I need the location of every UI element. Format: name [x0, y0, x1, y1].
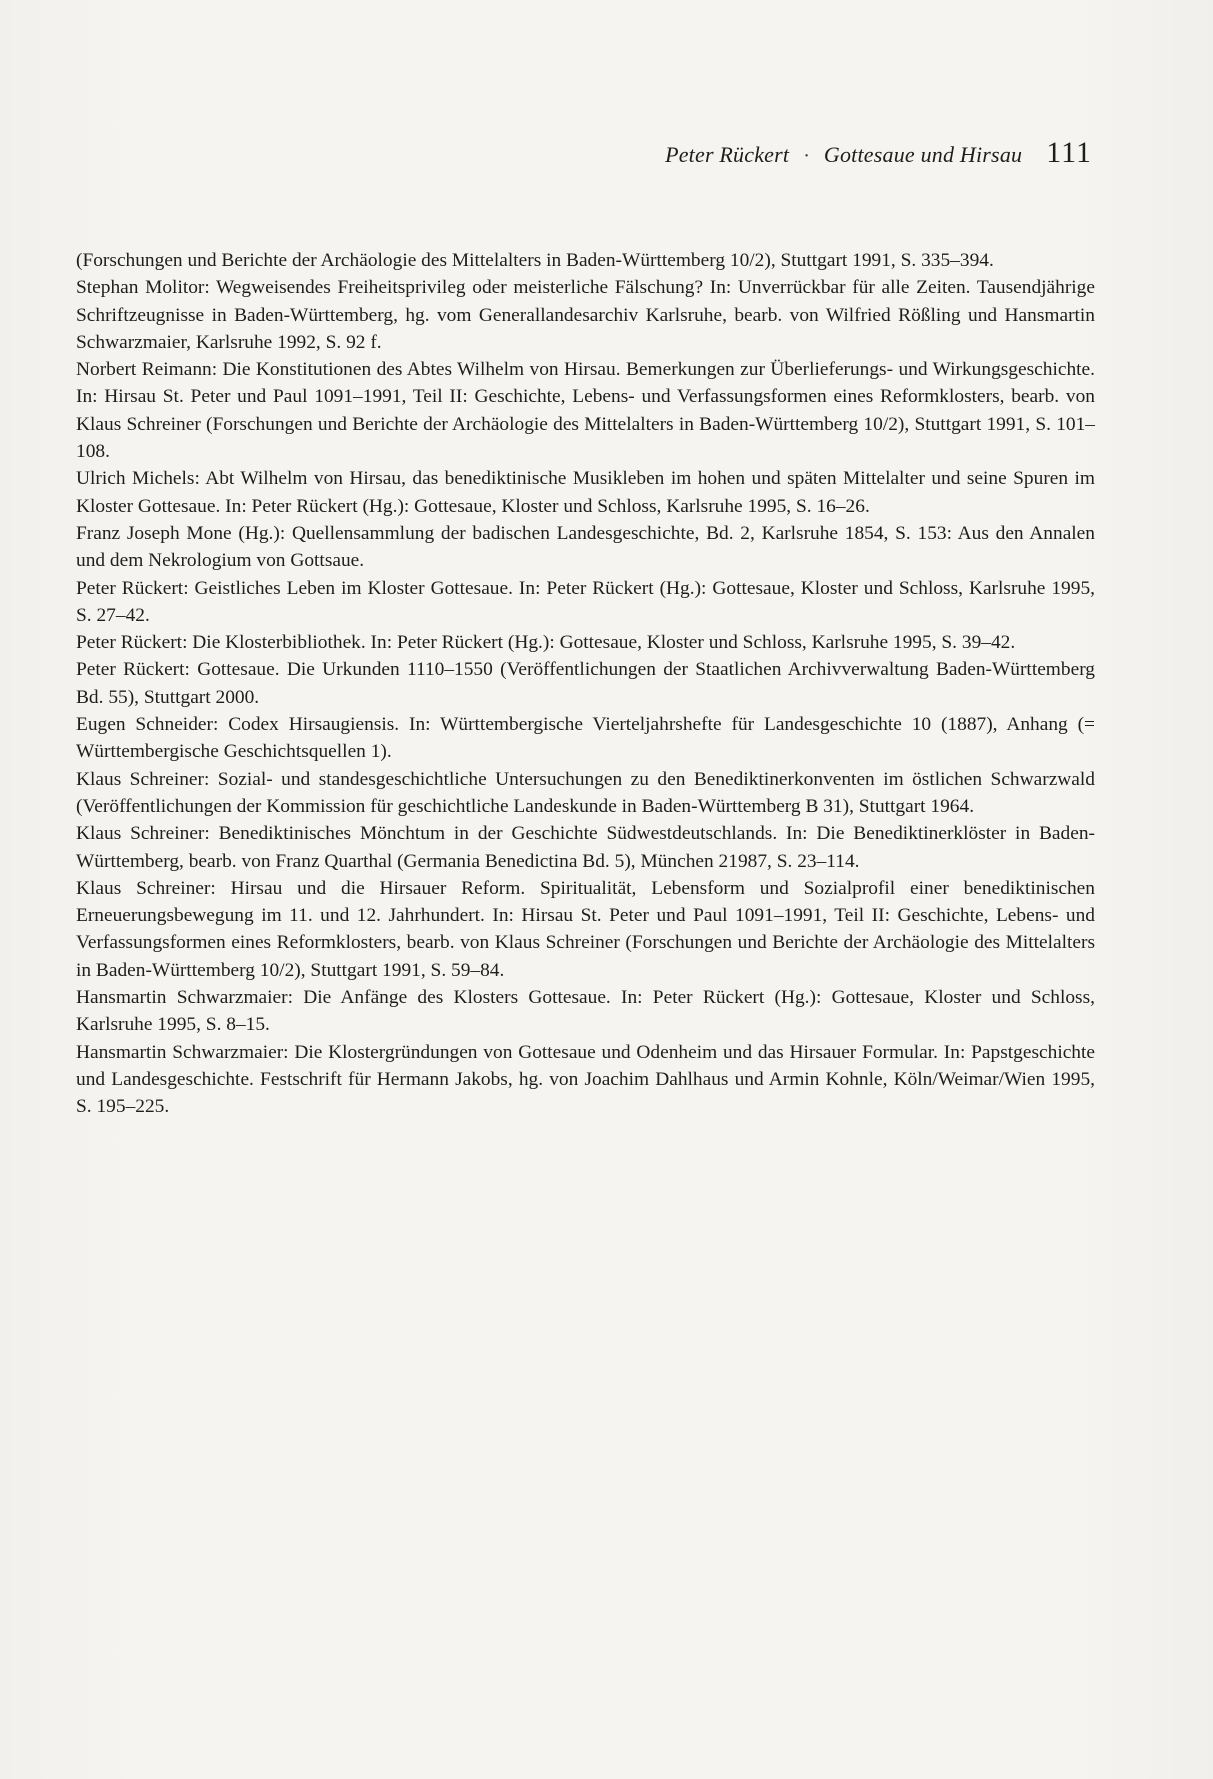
bibliography-entry: Norbert Reimann: Die Konstitutionen des Abtes Wilhelm von Hirsau. Bemerkungen zur Überlieferungs- und Wirkungsgeschichte. In: Hirsau St. Peter und Paul 1091–1991, Teil II: Geschichte, Lebens- und Verfassungsformen eines Reformklosters, bearb. von Klaus Schreiner (Forschungen und Berichte der Archäologie des Mittelalters in Baden-Württemberg 10/2), Stuttgart 1991, S. 101–108. [76, 359, 1095, 463]
bibliography-entry: Eugen Schneider: Codex Hirsaugiensis. In: Württembergische Vierteljahrshefte für Landesgeschichte 10 (1887), Anhang (= Württembergische Geschichtsquellen 1). [76, 714, 1095, 763]
bibliography-entry: (Forschungen und Berichte der Archäologie des Mittelalters in Baden-Württemberg 10/2), Stuttgart 1991, S. 335–394. [76, 250, 994, 271]
page-number: 111 [1046, 136, 1092, 169]
running-header [665, 136, 1092, 170]
header-separator: · [803, 145, 810, 167]
header-author: Peter Rückert [665, 142, 790, 167]
bibliography-entry: Peter Rückert: Die Klosterbibliothek. In: Peter Rückert (Hg.): Gottesaue, Kloster und Schloss, Karlsruhe 1995, S. 39–42. [76, 632, 1016, 654]
bibliography-entry: Stephan Molitor: Wegweisendes Freiheitsprivileg oder meisterliche Fälschung? In: Unverrückbar für alle Zeiten. Tausendjährige Schriftzeugnisse in Baden-Württemberg, hg. vom Generallandesarchiv Karlsruhe, bearb. von Wilfried Rößling und Hansmartin Schwarzmaier, Karlsruhe 1992, S. 92 f. [76, 277, 1095, 353]
bibliography-entry: Hansmartin Schwarzmaier: Die Anfänge des Klosters Gottesaue. In: Peter Rückert (Hg.): Gottesaue, Kloster und Schloss, Karlsruhe 1995, S. 8–15. [76, 987, 1095, 1036]
bibliography-entry: Klaus Schreiner: Sozial- und standesgeschichtliche Untersuchungen zu den Benediktinerkonventen im östlichen Schwarzwald (Veröffentlichungen der Kommission für geschichtliche Landeskunde in Baden-Württemberg B 31), Stuttgart 1964. [76, 768, 1095, 817]
bibliography-entry: Franz Joseph Mone (Hg.): Quellensammlung der badischen Landesgeschichte, Bd. 2, Karlsruhe 1854, S. 153: Aus den Annalen und dem Nekrologium von Gottsaue. [76, 522, 1095, 572]
bibliography-entry: Peter Rückert: Geistliches Leben im Kloster Gottesaue. In: Peter Rückert (Hg.): Gottesaue, Kloster und Schloss, Karlsruhe 1995, S. 27–42. [76, 577, 1095, 626]
bibliography-entry: Klaus Schreiner: Hirsau und die Hirsauer Reform. Spiritualität, Lebensform und Sozialprofil einer benediktinischen Erneuerungsbewegung im 11. und 12. Jahrhundert. In: Hirsau St. Peter und Paul 1091–1991, Teil II: Geschichte, Lebens- und Verfassungsformen eines Reformklosters, bearb. von Klaus Schreiner (Forschungen und Berichte der Archäologie des Mittelalters in Baden-Württemberg 10/2), Stuttgart 1991, S. 59–84. [76, 877, 1095, 981]
header-title: Gottesaue und Hirsau [823, 142, 1023, 167]
bibliography-entry: Peter Rückert: Gottesaue. Die Urkunden 1110–1550 (Veröffentlichungen der Staatlichen Archivverwaltung Baden-Württemberg Bd. 55), Stuttgart 2000. [76, 659, 1095, 708]
bibliography-entry: Ulrich Michels: Abt Wilhelm von Hirsau, das benediktinische Musikleben im hohen und späten Mittelalter und seine Spuren im Kloster Gottesaue. In: Peter Rückert (Hg.): Gottesaue, Kloster und Schloss, Karlsruhe 1995, S. 16–26. [76, 468, 1095, 517]
bibliography-entry: Klaus Schreiner: Benediktinisches Mönchtum in der Geschichte Südwestdeutschlands. In: Die Benediktinerklöster in Baden-Württemberg, bearb. von Franz Quarthal (Germania Benedictina Bd. 5), München 21987, S. 23–114. [76, 823, 1095, 872]
bibliography-list [76, 247, 1095, 1121]
bibliography-entry: Hansmartin Schwarzmaier: Die Klostergründungen von Gottesaue und Odenheim und das Hirsauer Formular. In: Papstgeschichte und Landesgeschichte. Festschrift für Hermann Jakobs, hg. von Joachim Dahlhaus und Armin Kohnle, Köln/Weimar/Wien 1995, S. 195–225. [76, 1041, 1095, 1118]
